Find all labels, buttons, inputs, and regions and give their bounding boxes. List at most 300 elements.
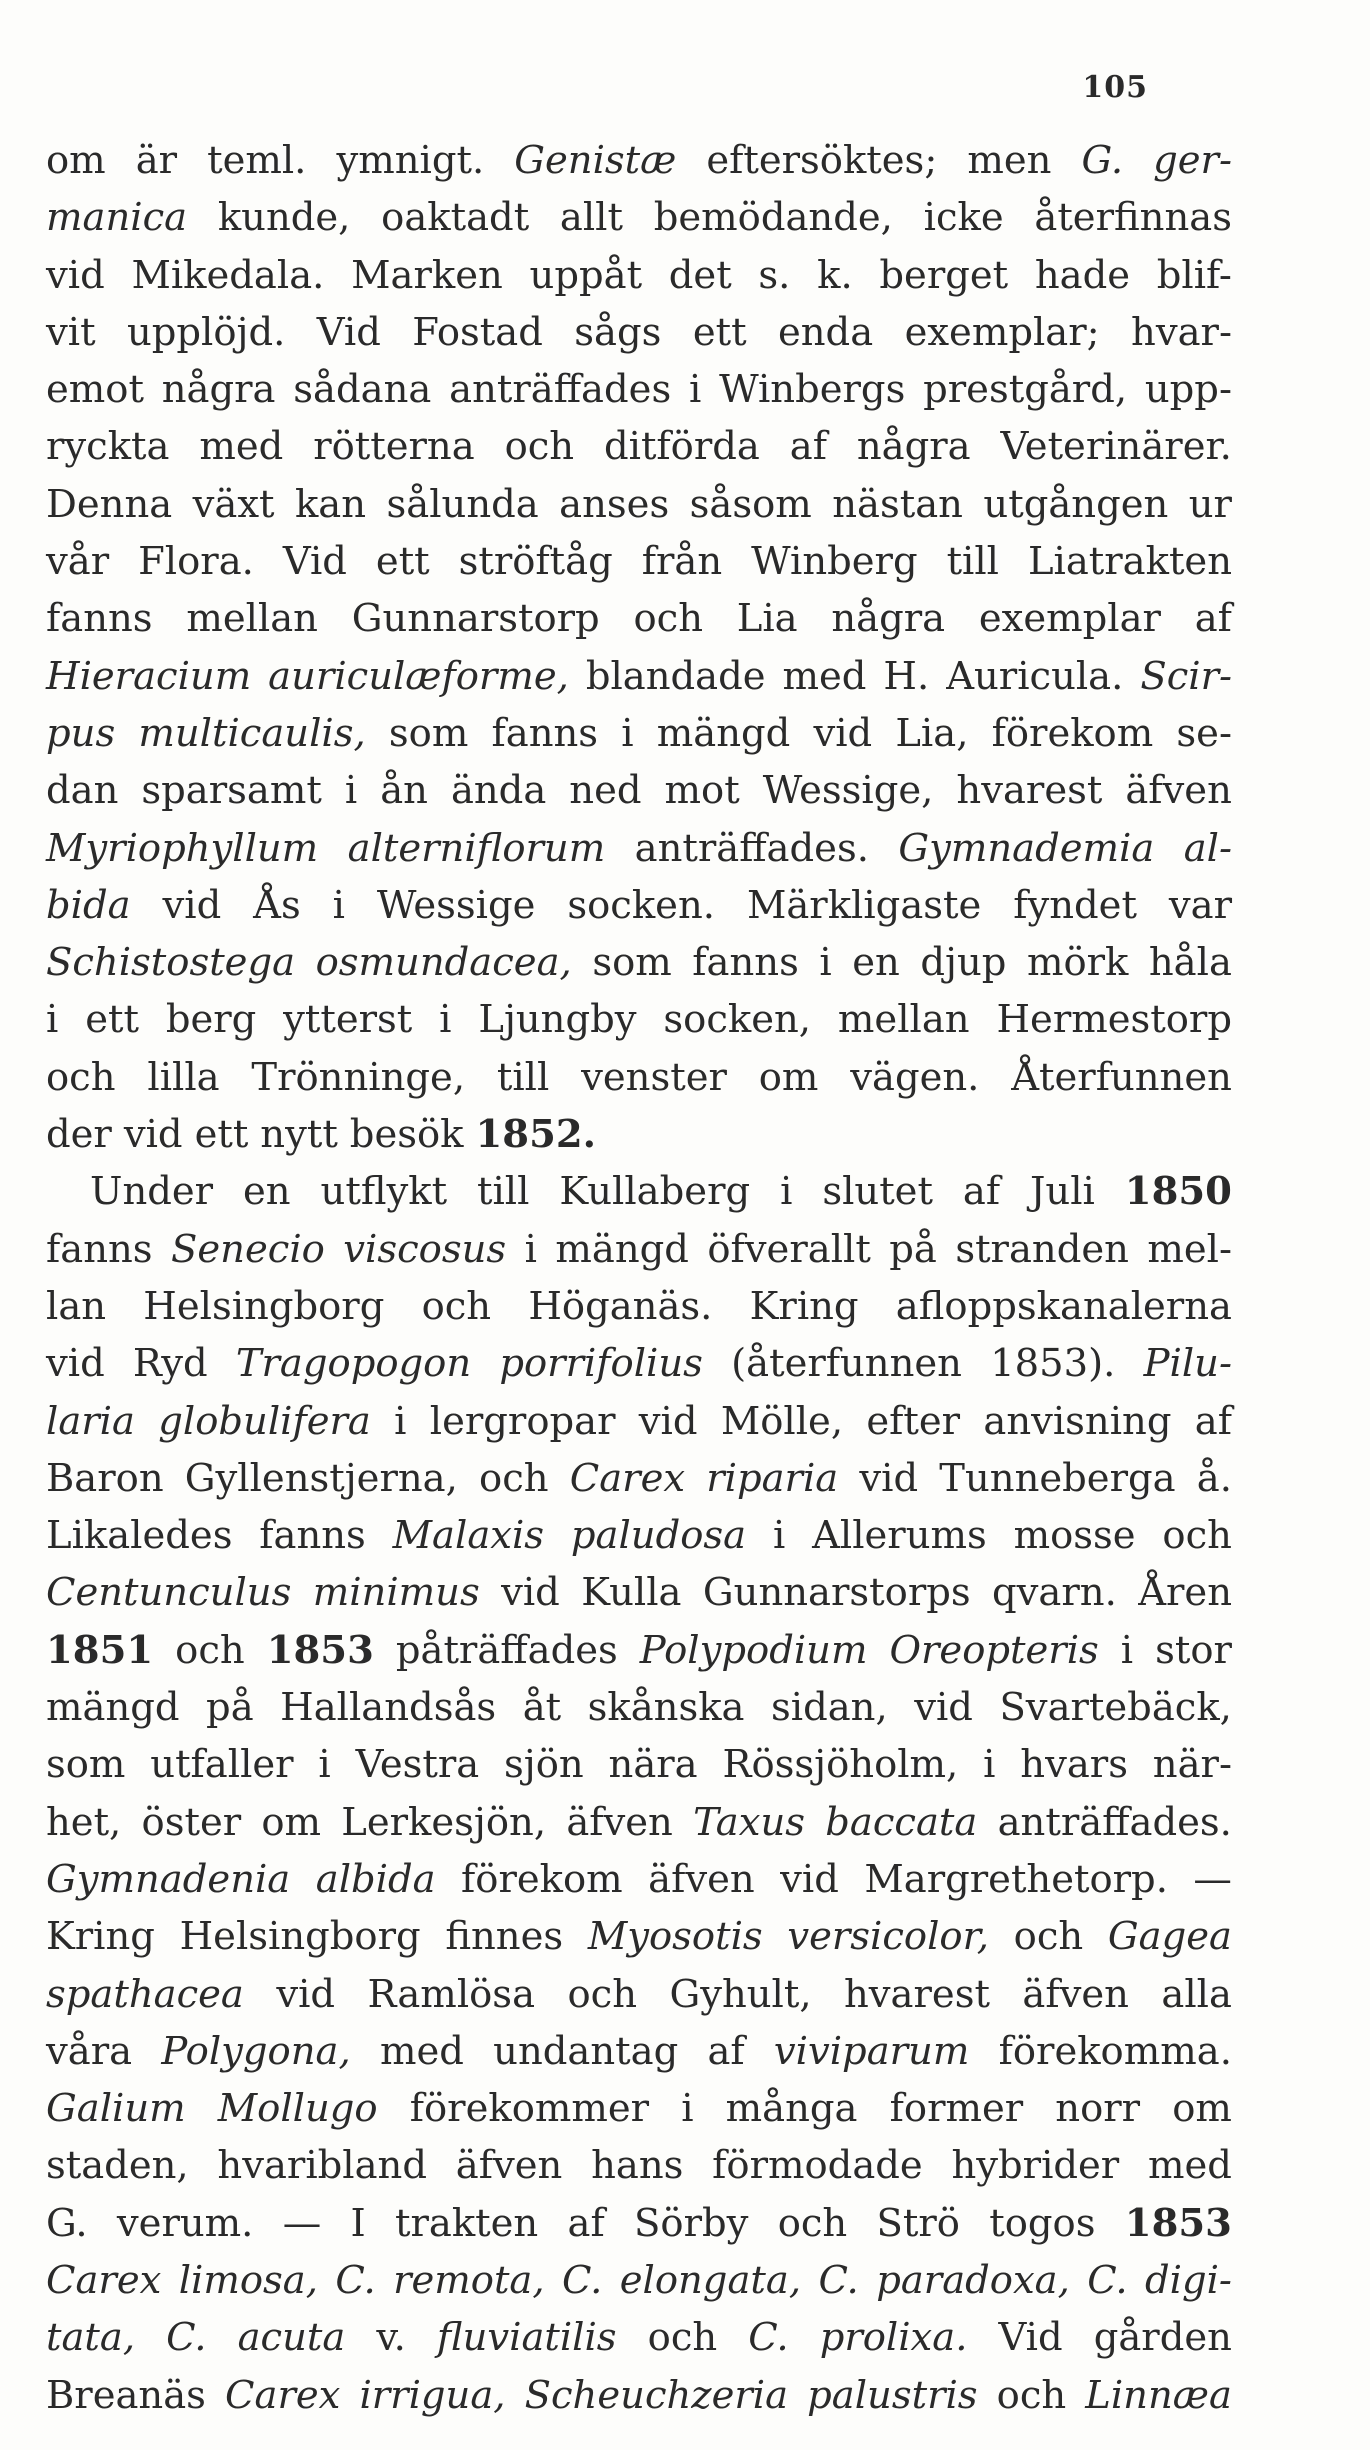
word: Mollugo [217, 2086, 378, 2132]
word: Flora. [138, 539, 254, 585]
word: Wessige [376, 882, 536, 928]
word: socken. [567, 882, 715, 928]
word: ytterst [283, 997, 413, 1043]
word: fyndet [1013, 882, 1137, 928]
text-line [46, 2080, 1232, 2137]
word: berg [165, 997, 257, 1043]
word: H. [883, 653, 930, 699]
word: ända [450, 768, 547, 814]
word: minimus [312, 1570, 480, 1616]
word: med [199, 424, 284, 470]
word: Svartebäck, [999, 1685, 1232, 1731]
word: upp- [1144, 367, 1232, 413]
word: palustris [807, 2372, 978, 2418]
word: vid [813, 710, 873, 756]
word: och [1013, 1914, 1084, 1960]
word: på [889, 1226, 937, 1272]
word: 1853). [990, 1341, 1116, 1387]
word: äfven [566, 1799, 673, 1845]
word: vid [780, 1856, 839, 1902]
word: Ramlösa [367, 1971, 536, 2017]
word: det [668, 252, 732, 298]
word: af [1194, 596, 1232, 642]
word: Linnæa [1085, 2372, 1232, 2418]
word: Lia [736, 596, 798, 642]
word: venster [581, 1054, 727, 1100]
word: vid [638, 1398, 698, 1444]
word: håla [1148, 940, 1232, 986]
word: Mikedala. [131, 252, 325, 298]
word: Winberg [751, 539, 918, 585]
word: remota, [393, 2257, 545, 2303]
word: Marken [351, 252, 503, 298]
word: men [967, 138, 1052, 183]
word: förekom [991, 710, 1154, 756]
word: stor [1155, 1627, 1232, 1673]
word: i [439, 997, 452, 1043]
word: och [777, 2200, 848, 2246]
text-line [46, 1278, 1232, 1335]
word: och [46, 1054, 116, 1100]
text-line [46, 533, 1232, 590]
word: C. [1087, 2257, 1128, 2303]
word: mellan [186, 596, 318, 642]
word: al- [1183, 825, 1232, 871]
word: återfinnas [1034, 195, 1232, 241]
word: nästan [832, 481, 963, 527]
word: och [504, 424, 575, 470]
word: öfverallt [707, 1226, 871, 1272]
word: hvar- [1131, 309, 1232, 355]
word: Höganäs. [528, 1283, 713, 1329]
text-line [46, 189, 1232, 246]
word: verum. [116, 2200, 254, 2246]
word: från [641, 539, 723, 585]
word: I [350, 2200, 366, 2246]
word: vid [501, 1570, 560, 1616]
word: om [261, 1799, 322, 1845]
word: Auricula. [946, 653, 1124, 699]
word: och [175, 1627, 245, 1673]
text-line [46, 2252, 1232, 2309]
word: fanns [692, 940, 799, 986]
word: Kring [46, 1914, 155, 1960]
word: om [46, 138, 106, 183]
word: — [282, 2200, 322, 2246]
word: Scir- [1140, 653, 1232, 699]
word: sparsamt [141, 768, 322, 814]
text-line [46, 1221, 1232, 1278]
page-number: 105 [1082, 70, 1148, 105]
word: 1853 [1124, 2200, 1232, 2246]
word: alla [1161, 1971, 1232, 2017]
word: Winbergs [719, 367, 906, 413]
word: digi- [1144, 2257, 1232, 2303]
word: Carex [225, 2372, 341, 2418]
word: het, [46, 1799, 122, 1845]
text-line [46, 304, 1232, 361]
text-line [46, 1966, 1232, 2023]
word: några [856, 424, 971, 470]
word: sådana [293, 367, 432, 413]
word: ymnigt. [336, 138, 485, 183]
word: ett [85, 997, 139, 1043]
word: vägen. [850, 1054, 980, 1100]
word: stranden [955, 1226, 1129, 1272]
word: slutet [822, 1169, 933, 1215]
text-line [46, 1049, 1232, 1106]
word: Baron [46, 1455, 164, 1501]
word: lilla [147, 1054, 220, 1100]
word: Denna [46, 481, 173, 527]
word: enda [777, 309, 874, 355]
word: i [46, 997, 59, 1043]
body-text [46, 132, 1232, 2424]
word: i [772, 1513, 786, 1559]
word: i [819, 940, 832, 986]
word: G. [1081, 138, 1124, 183]
word: Ås [253, 882, 301, 928]
word: ditförda [604, 424, 760, 470]
word: Under [90, 1169, 214, 1215]
word: Vestra [355, 1742, 480, 1788]
word: baccata [825, 1799, 978, 1845]
word: paradoxa, [876, 2257, 1070, 2303]
word: och [567, 1971, 638, 2017]
word: vår [46, 539, 110, 585]
word: mellan [837, 997, 970, 1043]
word: Sörby [634, 2200, 749, 2246]
word: riparia [706, 1455, 839, 1501]
word: en [243, 1169, 291, 1215]
word: 1852. [475, 1112, 597, 1158]
word: irrigua, [359, 2372, 506, 2418]
word: limosa, [178, 2257, 318, 2303]
word: Helsingborg [179, 1914, 421, 1960]
word: gården [1093, 2315, 1232, 2361]
word: växt [192, 481, 275, 527]
word: mot [664, 768, 740, 814]
word: norr [1055, 2086, 1141, 2132]
word: blif- [1156, 252, 1232, 298]
word: vid [46, 1341, 105, 1387]
word: Galium [46, 2086, 186, 2132]
word: ån [380, 768, 428, 814]
text-line [46, 877, 1232, 934]
word: mängd [555, 1226, 689, 1272]
word: ned [569, 768, 642, 814]
word: porrifolius [499, 1341, 703, 1387]
word: finnes [445, 1914, 564, 1960]
word: exemplar; [904, 309, 1100, 355]
word: 1853 [266, 1627, 374, 1673]
word: Margrethetorp. [864, 1856, 1168, 1902]
word: anträffades [449, 367, 672, 413]
word: i [524, 1226, 537, 1272]
word: Rössjöholm, [722, 1742, 959, 1788]
text-line [46, 820, 1232, 877]
word: Lia, [895, 710, 969, 756]
word: ett [194, 1112, 249, 1158]
word: med [1147, 2143, 1232, 2189]
word: såsom [689, 481, 812, 527]
word: ett [375, 539, 430, 585]
word: Myosotis [587, 1914, 763, 1960]
word: af [1194, 1398, 1232, 1444]
word: öster [141, 1799, 242, 1845]
word: i [983, 1742, 996, 1788]
word: ur [1188, 481, 1232, 527]
word: äfven [1125, 768, 1232, 814]
word: med [379, 2028, 464, 2074]
word: af [962, 1169, 1001, 1215]
word: Juli [1030, 1169, 1095, 1215]
word: om [758, 1054, 819, 1100]
word: viviparum [773, 2028, 970, 2074]
word: Hieracium [46, 653, 252, 699]
word: Strö [876, 2200, 960, 2246]
word: mosse [1013, 1513, 1136, 1559]
word: fanns [491, 710, 599, 756]
word: spathacea [46, 1971, 244, 2017]
word: var [1168, 882, 1232, 928]
word: anträffades. [634, 825, 869, 871]
word: hvaribland [217, 2143, 427, 2189]
word: utflykt [320, 1169, 448, 1215]
word: sidan, [771, 1685, 888, 1731]
word: förekomma. [998, 2028, 1232, 2074]
word: Allerums [812, 1513, 987, 1559]
word: påträffades [395, 1627, 618, 1673]
word: Senecio [171, 1226, 325, 1272]
word: vid [914, 1685, 973, 1731]
word: till [476, 1169, 530, 1215]
word: s. [758, 252, 791, 298]
word: lergropar [429, 1398, 616, 1444]
text-line [46, 934, 1232, 991]
word: Återfunnen [1011, 1054, 1232, 1100]
word: när- [1152, 1742, 1232, 1788]
word: Gymnadenia [46, 1856, 291, 1902]
word: prestgård, [923, 367, 1128, 413]
word: i [332, 882, 345, 928]
word: C. [166, 2315, 207, 2361]
word: ett [692, 309, 747, 355]
word: Myriophyllum [46, 825, 319, 871]
word: exemplar [978, 596, 1161, 642]
text-line [46, 361, 1232, 418]
word: togos [989, 2200, 1096, 2246]
word: blandade [585, 653, 766, 699]
word: Oreopteris [889, 1627, 1099, 1673]
word: Scheuchzeria [524, 2372, 789, 2418]
word: icke [923, 195, 1004, 241]
word: i [318, 1742, 331, 1788]
word: fluviatilis [436, 2315, 617, 2361]
word: Polygona, [161, 2028, 351, 2074]
text-line [46, 2137, 1232, 2194]
word: G. [46, 2200, 88, 2246]
word: alterniflorum [347, 825, 606, 871]
word: prolixa. [819, 2315, 968, 2361]
word: Fostad [412, 309, 543, 355]
word: Gyhult, [669, 1971, 812, 2017]
text-line [46, 132, 1232, 189]
word: Hallandsås [280, 1685, 497, 1731]
word: Gymnademia [898, 825, 1155, 871]
word: Kullaberg [559, 1169, 751, 1215]
text-line [46, 1393, 1232, 1450]
word: Carex [46, 2257, 162, 2303]
word: förekom [461, 1856, 623, 1902]
word: om [1172, 2086, 1232, 2132]
word: i [780, 1169, 793, 1215]
word: lan [46, 1283, 107, 1329]
word: och [633, 596, 703, 642]
word: till [496, 1054, 550, 1100]
word: C. [818, 2257, 859, 2303]
word: kunde, [217, 195, 351, 241]
word: hade [1034, 252, 1131, 298]
word: Breanäs [46, 2372, 206, 2418]
word: till [946, 539, 999, 585]
text-line [46, 762, 1232, 819]
word: paludosa [570, 1513, 747, 1559]
word: ryckta [46, 424, 170, 470]
word: äfven [1022, 1971, 1129, 2017]
word: förekommer [409, 2086, 650, 2132]
text-line [46, 1622, 1232, 1679]
word: vid [123, 1112, 183, 1158]
word: pus [46, 710, 116, 756]
word: 1851 [46, 1627, 154, 1673]
word: Vid [998, 2315, 1063, 2361]
word: fanns [46, 1226, 153, 1272]
word: Kring [749, 1283, 859, 1329]
word: 1850 [1124, 1169, 1232, 1215]
word: socken, [663, 997, 812, 1043]
word: trakten [395, 2200, 539, 2246]
word: å. [1196, 1455, 1232, 1501]
text-line [46, 1564, 1232, 1621]
word: i [344, 768, 358, 814]
word: manica [46, 195, 188, 241]
word: hybrider [951, 2143, 1120, 2189]
word: är [135, 138, 178, 183]
word: besök [349, 1112, 464, 1158]
word: Lerkesjön, [341, 1799, 547, 1845]
word: v. [376, 2315, 406, 2361]
word: Veterinärer. [1000, 424, 1232, 470]
word: berget [879, 252, 1009, 298]
word: anses [559, 481, 670, 527]
word: i [681, 2086, 694, 2132]
word: ströftåg [458, 539, 613, 585]
text-line [46, 1908, 1232, 1965]
word: och [479, 1455, 549, 1501]
word: sjön [504, 1742, 584, 1788]
word: rötterna [313, 424, 475, 470]
word: i [394, 1398, 407, 1444]
word: hans [591, 2143, 684, 2189]
word: Gunnarstorp [351, 596, 600, 642]
word: C. [562, 2257, 603, 2303]
text-line [46, 1507, 1232, 1564]
word: albida [315, 1856, 436, 1902]
text-line [46, 2023, 1232, 2080]
word: multicaulis, [138, 710, 366, 756]
word: Mölle, [720, 1398, 844, 1444]
word: emot [46, 367, 144, 413]
word: undantag [493, 2028, 679, 2074]
word: tata, [46, 2315, 136, 2361]
word: Kulla [581, 1570, 682, 1616]
word: Liatrakten [1027, 539, 1232, 585]
text-line [46, 418, 1232, 475]
word: sågs [574, 309, 662, 355]
word: Helsingborg [143, 1283, 385, 1329]
word: k. [817, 252, 853, 298]
word: en [852, 940, 900, 986]
word: ger- [1153, 138, 1232, 183]
word: bemödande, [653, 195, 893, 241]
text-line [46, 1736, 1232, 1793]
word: mel- [1147, 1226, 1232, 1272]
word: C. [748, 2315, 789, 2361]
word: många [725, 2086, 858, 2132]
word: Carex [569, 1455, 686, 1501]
word: utfaller [150, 1742, 294, 1788]
word: afloppskanalerna [895, 1283, 1232, 1329]
word: staden, [46, 2143, 189, 2189]
text-line [46, 1450, 1232, 1507]
text-line [46, 2367, 1232, 2424]
word: äfven [455, 2143, 563, 2189]
word: vit [46, 309, 96, 355]
word: hvars [1020, 1742, 1128, 1788]
text-line [46, 705, 1232, 762]
word: djup [920, 940, 1007, 986]
word: åt [522, 1685, 562, 1731]
word: Vid [316, 309, 381, 355]
word: som [388, 710, 469, 756]
word: Malaxis [392, 1513, 545, 1559]
word: Likaledes [46, 1513, 233, 1559]
word: utgången [983, 481, 1169, 527]
text-line [46, 2195, 1232, 2252]
word: — [1193, 1856, 1232, 1902]
word: af [707, 2028, 745, 2074]
word: på [206, 1685, 254, 1731]
word: sålunda [386, 481, 539, 527]
word: bida [46, 882, 131, 928]
text-line [46, 1851, 1232, 1908]
word: som [46, 1742, 126, 1788]
word: osmundacea, [315, 940, 572, 986]
text-line [46, 1163, 1232, 1220]
word: af [567, 2200, 605, 2246]
text-line [46, 590, 1232, 647]
word: viscosus [343, 1226, 507, 1272]
word: äfven [648, 1856, 755, 1902]
word: se- [1176, 710, 1232, 756]
word: hvarest [844, 1971, 990, 2017]
word: laria [46, 1398, 135, 1444]
text-line [46, 991, 1232, 1048]
word: förmodade [712, 2143, 923, 2189]
word: mängd [46, 1685, 180, 1731]
word: Genistæ [514, 138, 677, 183]
